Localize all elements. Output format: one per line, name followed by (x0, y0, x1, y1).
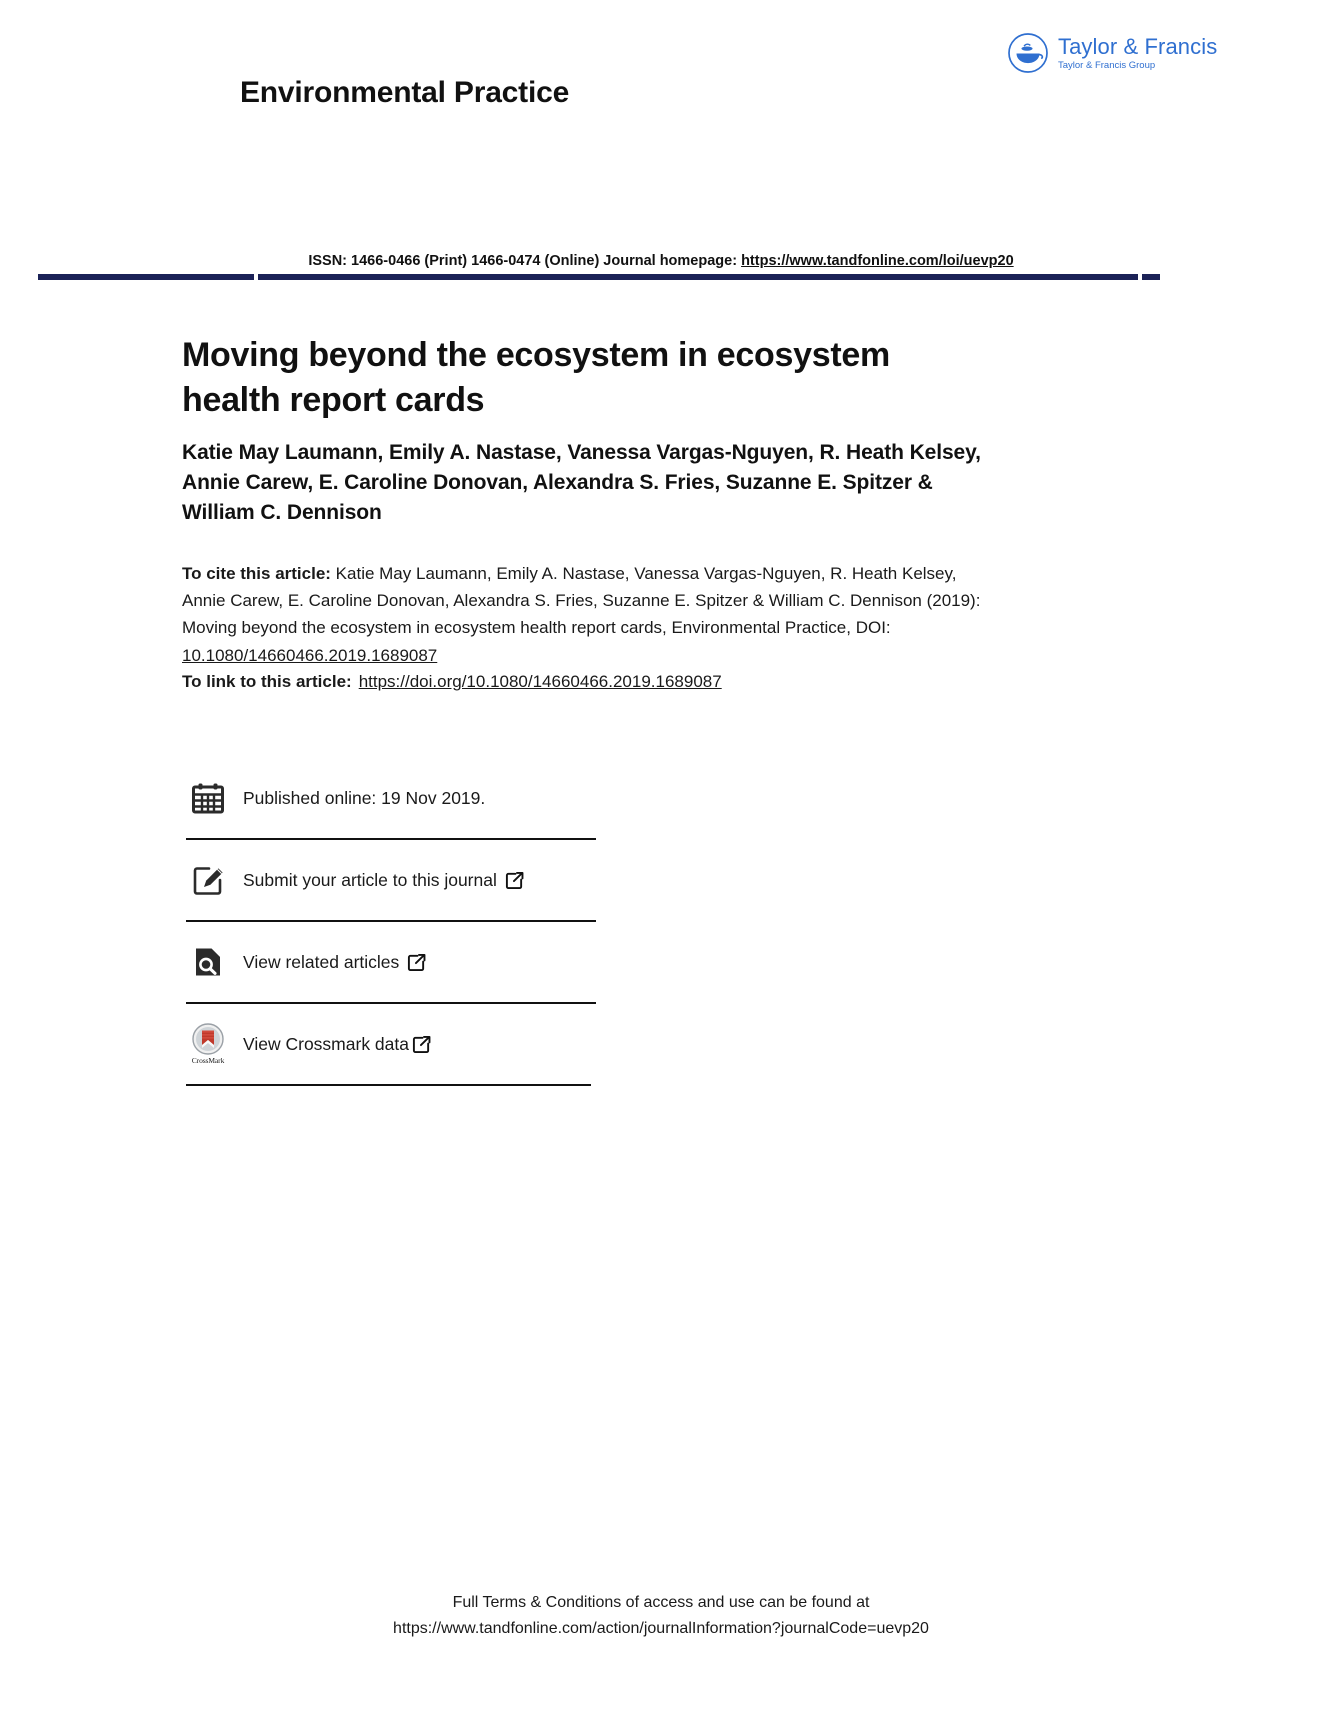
taylor-francis-logo (1007, 28, 1218, 78)
action-list-bottom-rule (186, 1084, 591, 1086)
footer-line-1: Full Terms & Conditions of access and use can be found at (452, 1594, 870, 1611)
action-list (186, 758, 596, 1086)
article-doi-url-link[interactable]: https://doi.org/10.1080/14660466.2019.1689087 (358, 672, 722, 691)
article-authors: Katie May Laumann, Emily A. Nastase, Vanessa Vargas-Nguyen, R. Heath Kelsey, Annie Carew, E. Caroline Donovan, Alexandra S. Fries, Suzanne E. Spitzer & William C. Dennison (182, 441, 981, 524)
publisher-name: Taylor & Francis (1058, 33, 1218, 59)
citation-block (182, 560, 1002, 669)
header-rule (38, 274, 1160, 280)
view-related-articles-label: View related articles (243, 951, 400, 972)
crossmark-caption: CrossMark (191, 1056, 225, 1065)
journal-title: Environmental Practice (240, 76, 570, 109)
external-link-icon (505, 871, 524, 890)
issn-line (0, 253, 1322, 269)
view-crossmark-row[interactable] (186, 1002, 596, 1084)
view-crossmark-label: View Crossmark data (243, 1033, 409, 1054)
article-title: Moving beyond the ecosystem in ecosystem health report cards (182, 335, 890, 419)
published-online-label: Published online: 19 Nov 2019. (243, 787, 486, 808)
footer (0, 1590, 1322, 1642)
citation-doi-link[interactable]: 10.1080/14660466.2019.1689087 (182, 645, 438, 665)
journal-homepage-link[interactable]: https://www.tandfonline.com/loi/uevp20 (741, 253, 1014, 269)
published-online-row (186, 758, 596, 838)
submit-article-label: Submit your article to this journal (243, 869, 497, 890)
pencil-square-icon (186, 863, 230, 897)
citation-text: Katie May Laumann, Emily A. Nastase, Vanessa Vargas-Nguyen, R. Heath Kelsey, Annie Carew, E. Caroline Donovan, Alexandra S. Fries, Suzanne E. Spitzer & William C. Dennison (2019): Moving beyond the ecosystem in ecosystem health report cards, Environmental Practice, DOI: (182, 564, 981, 638)
calendar-icon (186, 781, 230, 815)
document-search-icon (186, 945, 230, 979)
view-related-articles-row[interactable] (186, 920, 596, 1002)
issn-text: ISSN: 1466-0466 (Print) 1466-0474 (Online) Journal homepage: (308, 253, 742, 269)
link-label: To link to this article: (182, 672, 352, 691)
external-link-icon (412, 1035, 431, 1054)
publisher-group: Taylor & Francis Group (1058, 59, 1156, 71)
submit-article-row[interactable] (186, 838, 596, 920)
crossmark-icon (186, 1023, 230, 1065)
link-block (182, 668, 1002, 695)
taylor-francis-teapot-icon (1007, 32, 1049, 74)
citation-label: To cite this article: (182, 564, 331, 583)
footer-line-2: https://www.tandfonline.com/action/journalInformation?journalCode=uevp20 (393, 1619, 929, 1637)
taylor-francis-wordmark (1058, 33, 1218, 71)
external-link-icon (407, 953, 426, 972)
